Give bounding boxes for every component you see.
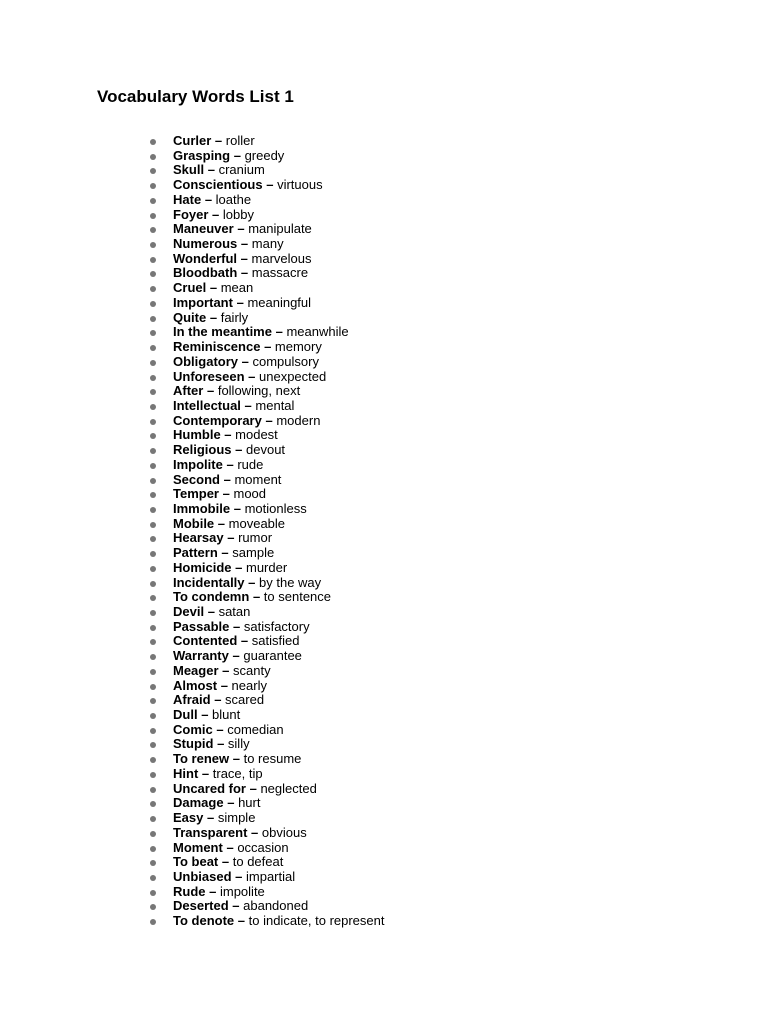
vocab-term: Impolite: [173, 456, 223, 472]
vocab-definition: obvious: [261, 824, 307, 840]
bullet-icon: [150, 875, 156, 881]
separator-dash: –: [220, 677, 228, 693]
separator-dash: –: [240, 236, 249, 252]
list-item: [173, 737, 384, 752]
list-item: [173, 252, 384, 267]
vocab-definition: scanty: [233, 662, 271, 678]
list-item: [173, 208, 384, 223]
bullet-icon: [150, 684, 156, 690]
vocab-definition: meaningful: [247, 294, 312, 310]
bullet-icon: [150, 846, 156, 852]
list-item: [173, 723, 384, 738]
vocab-definition: murder: [246, 559, 288, 575]
vocab-definition: comedian: [227, 721, 284, 737]
bullet-icon: [150, 831, 156, 837]
list-item: [173, 355, 384, 370]
list-item: [173, 487, 384, 502]
vocab-definition: trace, tip: [212, 765, 263, 781]
bullet-icon: [150, 213, 156, 219]
vocab-term: After: [173, 383, 204, 399]
bullet-icon: [150, 904, 156, 910]
list-item: [173, 576, 384, 591]
vocab-term: Incidentally: [173, 574, 245, 590]
vocab-term: Deserted: [173, 898, 229, 914]
vocab-definition: satan: [218, 604, 251, 619]
separator-dash: –: [209, 883, 217, 899]
vocab-definition: occasion: [237, 839, 289, 855]
separator-dash: –: [201, 707, 209, 723]
bullet-icon: [150, 610, 156, 616]
separator-dash: –: [207, 604, 215, 619]
separator-dash: –: [207, 810, 215, 826]
list-item: [173, 693, 384, 708]
separator-dash: –: [240, 265, 249, 281]
vocab-definition: modest: [235, 427, 278, 443]
bullet-icon: [150, 433, 156, 439]
separator-dash: –: [214, 692, 222, 708]
vocab-term: Obligatory: [173, 353, 239, 369]
separator-dash: –: [235, 559, 243, 575]
vocab-term: Immobile: [173, 500, 231, 516]
list-item: [173, 590, 384, 605]
vocab-definition: compulsory: [252, 353, 319, 369]
list-item: [173, 679, 384, 694]
vocab-term: Reminiscence: [173, 339, 261, 355]
bullet-icon: [150, 389, 156, 395]
vocab-term: Curler: [173, 133, 212, 148]
bullet-icon: [150, 507, 156, 513]
separator-dash: –: [201, 765, 210, 781]
vocab-term: To denote: [173, 913, 235, 929]
separator-dash: –: [237, 913, 245, 929]
bullet-icon: [150, 301, 156, 307]
bullet-icon: [150, 198, 156, 204]
separator-dash: –: [209, 309, 218, 325]
vocab-term: Grasping: [173, 147, 231, 163]
vocab-definition: manipulate: [248, 221, 312, 237]
bullet-icon: [150, 816, 156, 822]
bullet-icon: [150, 478, 156, 484]
separator-dash: –: [248, 368, 256, 384]
vocab-term: Numerous: [173, 236, 238, 252]
bullet-icon: [150, 360, 156, 366]
bullet-icon: [150, 890, 156, 896]
list-item: [173, 340, 384, 355]
vocab-term: Unforeseen: [173, 368, 245, 384]
separator-dash: –: [251, 824, 259, 840]
vocab-definition: fairly: [220, 309, 249, 325]
vocab-term: In the meantime: [173, 324, 272, 340]
vocab-term: Rude: [173, 883, 206, 899]
bullet-icon: [150, 566, 156, 572]
vocab-definition: roller: [225, 133, 255, 148]
separator-dash: –: [226, 839, 234, 855]
separator-dash: –: [209, 280, 218, 296]
vocab-term: Humble: [173, 427, 221, 443]
vocab-term: Hearsay: [173, 530, 224, 546]
separator-dash: –: [233, 618, 241, 634]
separator-dash: –: [233, 500, 241, 516]
vocab-definition: blunt: [212, 707, 241, 723]
bullet-icon: [150, 154, 156, 160]
bullet-icon: [150, 522, 156, 528]
list-item: [173, 266, 384, 281]
bullet-icon: [150, 227, 156, 233]
vocab-definition: devout: [246, 442, 286, 458]
bullet-icon: [150, 581, 156, 587]
vocab-term: Mobile: [173, 515, 215, 531]
vocab-definition: silly: [227, 736, 250, 752]
vocab-term: Stupid: [173, 736, 214, 752]
bullet-icon: [150, 257, 156, 263]
vocab-term: Transparent: [173, 824, 248, 840]
list-item: [173, 237, 384, 252]
bullet-icon: [150, 271, 156, 277]
bullet-icon: [150, 713, 156, 719]
list-item: [173, 384, 384, 399]
list-item: [173, 811, 384, 826]
vocab-definition: mental: [255, 397, 295, 413]
bullet-icon: [150, 919, 156, 925]
vocab-definition: memory: [274, 339, 322, 355]
separator-dash: –: [204, 191, 213, 207]
vocab-definition: meanwhile: [286, 324, 349, 340]
separator-dash: –: [248, 574, 256, 590]
vocab-definition: moveable: [228, 515, 286, 531]
vocab-term: Pattern: [173, 545, 218, 561]
list-item: [173, 620, 384, 635]
list-item: [173, 826, 384, 841]
vocab-definition: modern: [276, 412, 321, 428]
vocab-definition: rude: [237, 456, 264, 472]
bullet-icon: [150, 595, 156, 601]
separator-dash: –: [221, 854, 230, 870]
separator-dash: –: [227, 530, 235, 546]
separator-dash: –: [222, 662, 230, 678]
vocab-term: Easy: [173, 810, 204, 826]
bullet-icon: [150, 139, 156, 145]
list-item: [173, 163, 384, 178]
vocab-term: Comic: [173, 721, 213, 737]
bullet-icon: [150, 698, 156, 704]
list-item: [173, 458, 384, 473]
list-item: [173, 517, 384, 532]
list-item: [173, 531, 384, 546]
list-item: [173, 561, 384, 576]
vocab-term: Devil: [173, 604, 205, 619]
vocab-term: Conscientious: [173, 177, 263, 193]
vocab-definition: following, next: [217, 383, 301, 399]
separator-dash: –: [240, 250, 248, 266]
list-item: [173, 870, 384, 885]
vocab-term: Moment: [173, 839, 223, 855]
separator-dash: –: [235, 868, 243, 884]
list-item: [173, 664, 384, 679]
list-item: [173, 193, 384, 208]
vocab-definition: mood: [233, 486, 267, 502]
vocab-term: Contented: [173, 633, 238, 649]
bullet-icon: [150, 448, 156, 454]
separator-dash: –: [232, 751, 240, 767]
bullet-icon: [150, 419, 156, 425]
vocab-term: Hate: [173, 191, 202, 207]
list-item: [173, 134, 384, 149]
vocab-term: Bloodbath: [173, 265, 238, 281]
vocab-term: Skull: [173, 162, 205, 178]
vocab-definition: marvelous: [251, 250, 312, 266]
list-item: [173, 855, 384, 870]
separator-dash: –: [221, 545, 229, 561]
vocab-definition: moment: [234, 471, 282, 487]
separator-dash: –: [240, 633, 249, 649]
bullet-icon: [150, 492, 156, 498]
bullet-icon: [150, 330, 156, 336]
list-item: [173, 634, 384, 649]
bullet-icon: [150, 654, 156, 660]
separator-dash: –: [275, 324, 283, 340]
vocab-term: Important: [173, 294, 233, 310]
vocab-term: Cruel: [173, 280, 207, 296]
vocab-term: Maneuver: [173, 221, 234, 237]
bullet-icon: [150, 168, 156, 174]
list-item: [173, 752, 384, 767]
list-item: [173, 914, 384, 929]
vocab-definition: loathe: [215, 191, 252, 207]
separator-dash: –: [224, 427, 232, 443]
vocab-definition: nearly: [231, 677, 267, 693]
separator-dash: –: [227, 795, 235, 811]
vocab-definition: satisfied: [251, 633, 300, 649]
vocab-definition: mean: [220, 280, 254, 296]
separator-dash: –: [226, 456, 234, 472]
vocab-definition: neglected: [260, 780, 317, 796]
bullet-icon: [150, 551, 156, 557]
list-item: [173, 414, 384, 429]
vocab-term: Religious: [173, 442, 232, 458]
bullet-icon: [150, 536, 156, 542]
vocab-definition: impartial: [246, 868, 296, 884]
list-item: [173, 399, 384, 414]
vocab-definition: by the way: [259, 574, 322, 590]
vocab-definition: simple: [217, 810, 256, 826]
bullet-icon: [150, 787, 156, 793]
list-item: [173, 149, 384, 164]
vocab-definition: to sentence: [263, 589, 332, 605]
list-item: [173, 649, 384, 664]
vocab-definition: cranium: [218, 162, 265, 178]
list-item: [173, 796, 384, 811]
vocab-definition: rumor: [238, 530, 273, 546]
bullet-icon: [150, 757, 156, 763]
separator-dash: –: [216, 721, 224, 737]
separator-dash: –: [235, 442, 243, 458]
list-item: [173, 502, 384, 517]
list-item: [173, 473, 384, 488]
vocab-term: To condemn: [173, 589, 250, 605]
vocab-definition: scared: [225, 692, 265, 708]
bullet-icon: [150, 772, 156, 778]
bullet-icon: [150, 316, 156, 322]
separator-dash: –: [237, 221, 245, 237]
separator-dash: –: [265, 412, 273, 428]
vocab-term: Homicide: [173, 559, 232, 575]
vocab-term: Contemporary: [173, 412, 262, 428]
vocab-term: To beat: [173, 854, 219, 870]
list-item: [173, 546, 384, 561]
vocab-term: To renew: [173, 751, 230, 767]
list-item: [173, 899, 384, 914]
vocab-definition: hurt: [238, 795, 261, 811]
separator-dash: –: [252, 589, 261, 605]
vocab-definition: sample: [232, 545, 275, 561]
bullet-icon: [150, 728, 156, 734]
list-item: [173, 178, 384, 193]
vocabulary-list: [173, 134, 384, 929]
bullet-icon: [150, 860, 156, 866]
separator-dash: –: [249, 780, 257, 796]
list-item: [173, 296, 384, 311]
separator-dash: –: [244, 397, 252, 413]
vocab-definition: impolite: [219, 883, 265, 899]
bullet-icon: [150, 639, 156, 645]
vocab-term: Temper: [173, 486, 219, 502]
vocab-definition: abandoned: [243, 898, 309, 914]
vocab-term: Intellectual: [173, 397, 241, 413]
vocab-definition: to resume: [243, 751, 302, 767]
list-item: [173, 767, 384, 782]
bullet-icon: [150, 286, 156, 292]
vocab-definition: greedy: [244, 147, 285, 163]
vocab-term: Unbiased: [173, 868, 232, 884]
bullet-icon: [150, 625, 156, 631]
separator-dash: –: [217, 515, 226, 531]
list-item: [173, 428, 384, 443]
separator-dash: –: [266, 177, 274, 193]
list-item: [173, 708, 384, 723]
vocab-term: Wonderful: [173, 250, 238, 266]
bullet-icon: [150, 463, 156, 469]
vocab-term: Warranty: [173, 648, 229, 664]
separator-dash: –: [264, 339, 272, 355]
vocab-definition: to defeat: [232, 854, 284, 870]
vocab-definition: many: [251, 236, 284, 252]
list-item: [173, 885, 384, 900]
vocab-term: Meager: [173, 662, 219, 678]
vocab-term: Afraid: [173, 692, 211, 708]
list-item: [173, 222, 384, 237]
vocab-definition: unexpected: [259, 368, 327, 384]
vocab-term: Dull: [173, 707, 198, 723]
vocab-term: Damage: [173, 795, 224, 811]
list-item: [173, 311, 384, 326]
bullet-icon: [150, 669, 156, 675]
list-item: [173, 281, 384, 296]
bullet-icon: [150, 742, 156, 748]
separator-dash: –: [212, 206, 220, 222]
vocab-term: Hint: [173, 765, 199, 781]
vocab-definition: satisfactory: [243, 618, 310, 634]
vocab-definition: lobby: [222, 206, 254, 222]
bullet-icon: [150, 375, 156, 381]
separator-dash: –: [241, 353, 249, 369]
vocab-definition: virtuous: [277, 177, 323, 193]
list-item: [173, 443, 384, 458]
vocab-term: Foyer: [173, 206, 209, 222]
vocab-term: Passable: [173, 618, 230, 634]
vocab-definition: massacre: [251, 265, 309, 281]
list-item: [173, 370, 384, 385]
list-item: [173, 325, 384, 340]
vocab-definition: to indicate, to represent: [248, 913, 385, 929]
separator-dash: –: [233, 147, 241, 163]
separator-dash: –: [222, 486, 230, 502]
list-item: [173, 605, 384, 620]
bullet-icon: [150, 183, 156, 189]
separator-dash: –: [232, 898, 240, 914]
page-title: Vocabulary Words List 1: [97, 87, 294, 106]
separator-dash: –: [206, 383, 215, 399]
vocab-definition: motionless: [244, 500, 307, 516]
list-item: [173, 782, 384, 797]
separator-dash: –: [214, 133, 223, 148]
vocab-term: Quite: [173, 309, 207, 325]
bullet-icon: [150, 345, 156, 351]
bullet-icon: [150, 801, 156, 807]
separator-dash: –: [217, 736, 225, 752]
separator-dash: –: [223, 471, 231, 487]
bullet-icon: [150, 404, 156, 410]
vocab-term: Uncared for: [173, 780, 246, 796]
bullet-icon: [150, 242, 156, 248]
list-item: [173, 841, 384, 856]
separator-dash: –: [236, 294, 244, 310]
separator-dash: –: [207, 162, 215, 178]
separator-dash: –: [232, 648, 240, 664]
vocab-definition: guarantee: [243, 648, 302, 664]
vocab-term: Almost: [173, 677, 218, 693]
vocab-term: Second: [173, 471, 220, 487]
